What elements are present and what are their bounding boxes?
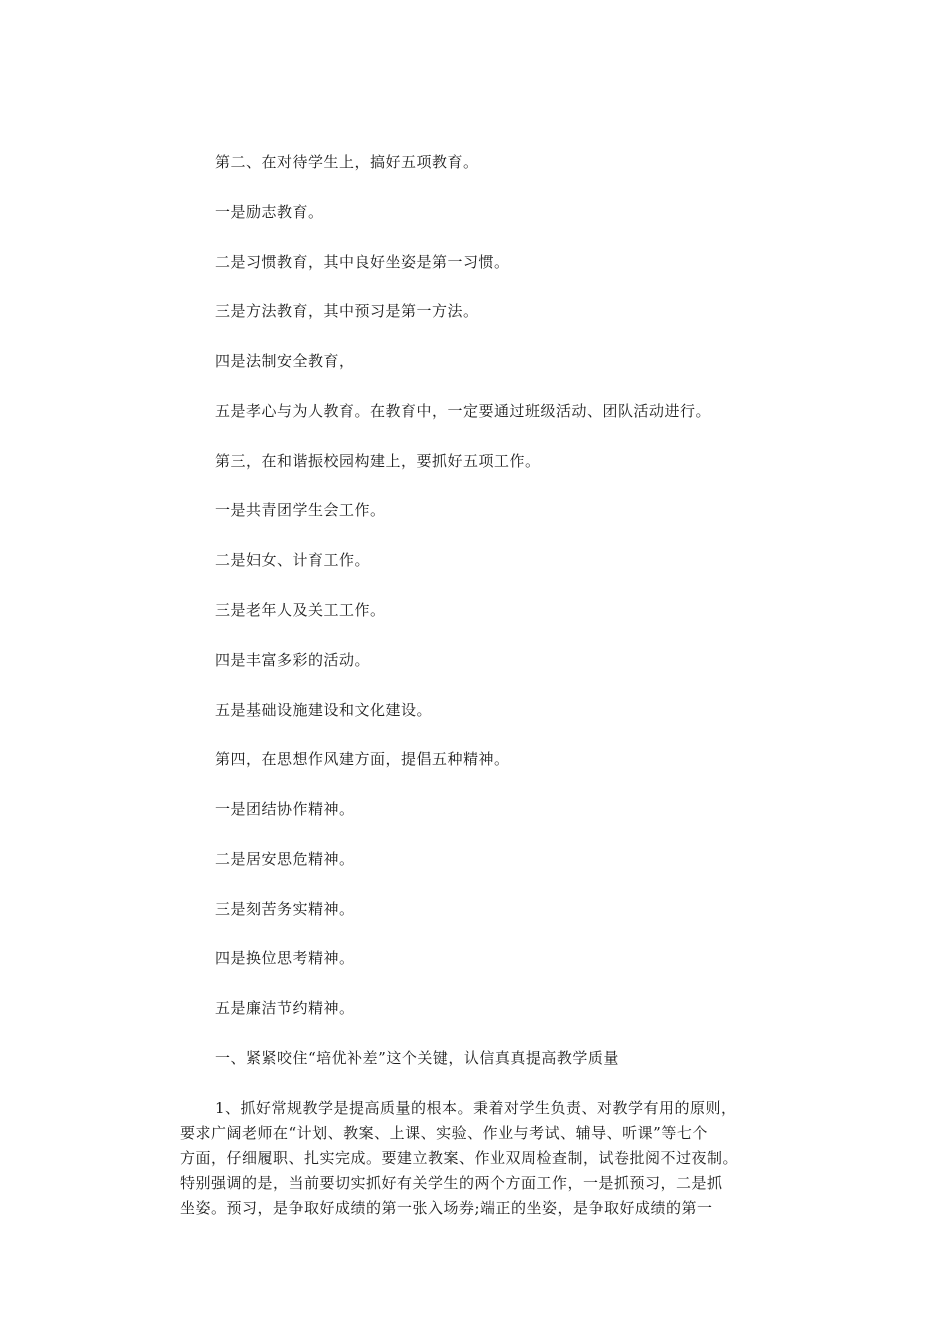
paragraph-line: 坐姿。预习，是争取好成绩的第一张入场券;端正的坐姿，是争取好成绩的第一 [180,1199,713,1217]
paragraph: 五是孝心与为人教育。在教育中，一定要通过班级活动、团队活动进行。 [215,402,712,420]
paragraph: 二是居安思危精神。 [215,850,355,868]
paragraph: 五是基础设施建设和文化建设。 [215,701,433,719]
section-heading: 一、紧紧咬住“培优补差”这个关键，认信真真提高教学质量 [215,1049,619,1067]
paragraph: 一是团结协作精神。 [215,800,355,818]
paragraph: 三是方法教育，其中预习是第一方法。 [215,302,479,320]
final-paragraph [180,1096,780,1221]
paragraph-line: 1、抓好常规教学是提高质量的根本。秉着对学生负责、对教学有用的原则， [215,1099,737,1117]
paragraph: 第三，在和谐振校园构建上，要抓好五项工作。 [215,452,541,470]
paragraph-line: 方面，仔细履职、扎实完成。要建立教案、作业双周检查制，试卷批阅不过夜制。 [180,1149,739,1167]
paragraph: 第四，在思想作风建方面，提倡五种精神。 [215,750,510,768]
paragraph: 二是妇女、计育工作。 [215,551,371,569]
paragraph: 四是换位思考精神。 [215,949,355,967]
paragraph: 四是法制安全教育， [215,352,355,370]
paragraph: 二是习惯教育，其中良好坐姿是第一习惯。 [215,253,510,271]
paragraph: 一是励志教育。 [215,203,324,221]
paragraph: 五是廉洁节约精神。 [215,999,355,1017]
paragraph: 三是老年人及关工工作。 [215,601,386,619]
paragraph-line: 要求广阔老师在“计划、教案、上课、实验、作业与考试、辅导、听课”等七个 [180,1124,708,1142]
paragraph: 第二、在对待学生上，搞好五项教育。 [215,153,479,171]
paragraph-line: 特别强调的是，当前要切实抓好有关学生的两个方面工作，一是抓预习，二是抓 [180,1174,723,1192]
paragraph: 一是共青团学生会工作。 [215,501,386,519]
paragraph: 三是刻苦务实精神。 [215,900,355,918]
paragraph: 四是丰富多彩的活动。 [215,651,371,669]
